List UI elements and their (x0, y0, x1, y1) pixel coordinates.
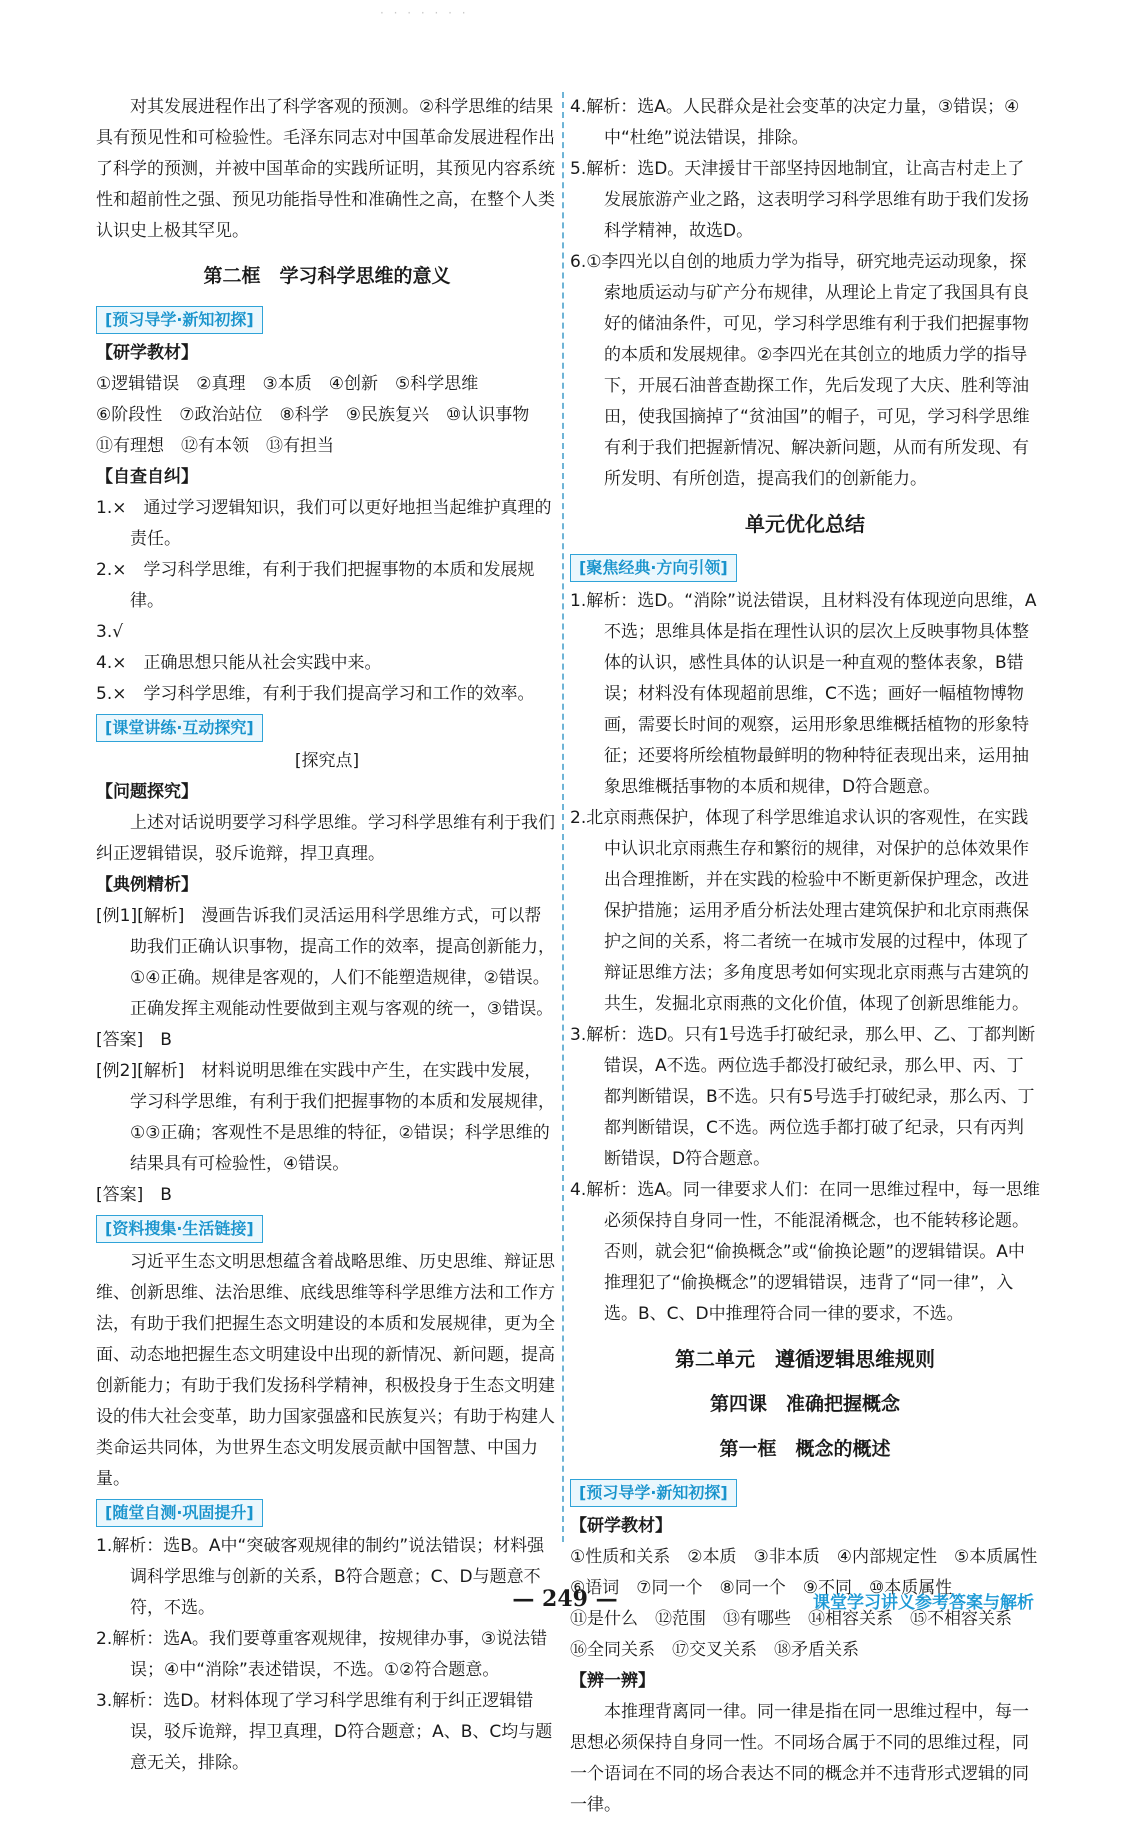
summary-item: 2.北京雨燕保护，体现了科学思维追求认识的客观性，在实践中认识北京雨燕生存和繁衍的规律，对保护的总体效果作出合理推断，并在实践的检验中不断更新保护理念，改进保护措施；运用矛盾分析法处理古建筑保护和北京雨燕保护之间的关系，将二者统一在城市发展的过程中，体现了辩证思维方法；多角度思考如何实现北京雨燕与古建筑的共生，发掘北京雨燕的文化价值，体现了创新思维能力。 (570, 808, 1029, 1014)
answer-item: 4.解析：选A。人民群众是社会变革的决定力量，③错误；④中“杜绝”说法错误，排除。 (570, 97, 1020, 148)
lesson4-title: 第四课 准确把握概念 (709, 1393, 900, 1415)
banner-focus: [聚焦经典·方向引领] (570, 554, 737, 582)
subheading-examples: 【典例精析】 (96, 875, 198, 895)
top-scan-mark: · · · · · · · (380, 6, 469, 20)
textbook-line: ①性质和关系 ②本质 ③非本质 ④内部规定性 ⑤本质属性 ⑥语词 ⑦同一个 ⑧同一个 ⑨不同 ⑩本质属性 (570, 1547, 1055, 1598)
test-item: 3.解析：选D。材料体现了学习科学思维有利于纠正逻辑错误，驳斥诡辩，捍卫真理，D符合题意；A、B、C均与题意无关，排除。 (96, 1691, 553, 1773)
question-text: 上述对话说明要学习科学思维。学习科学思维有利于我们纠正逻辑错误，驳斥诡辩，捍卫真理。 (96, 813, 555, 864)
banner-test: [随堂自测·巩固提升] (96, 1499, 263, 1527)
banner-class: [课堂讲练·互动探究] (96, 714, 263, 742)
section-title: 第二框 学习科学思维的意义 (203, 265, 451, 287)
answer-item: 5.解析：选D。天津援甘干部坚持因地制宜，让高吉村走上了发展旅游产业之路，这表明学习科学思维有助于我们发扬科学精神，故选D。 (570, 159, 1029, 241)
summary-item: 4.解析：选A。同一律要求人们：在同一思维过程中，每一思维必须保持自身同一性，不能混淆概念，也不能转移论题。否则，就会犯“偷换概念”或“偷换论题”的逻辑错误。A中推理犯了“偷换概念”的逻辑错误，违背了“同一律”，入选。B、C、D中推理符合同一律的要求，不选。 (570, 1180, 1040, 1324)
check-item: 3.√ (96, 622, 124, 642)
footer-title: 课堂学习讲义参考答案与解析 (813, 1593, 1034, 1613)
intro-paragraph: 对其发展进程作出了科学客观的预测。②科学思维的结果具有预见性和可检验性。毛泽东同志对中国革命发展进程作出了科学的预测，并被中国革命的实践所证明，其预见内容系统性和超前性之强、预见功能指导性和准确性之高，在整个人类认识史上极其罕见。 (96, 97, 555, 241)
left-column (96, 92, 558, 1779)
example-analysis: [例1][解析] 漫画告诉我们灵活运用科学思维方式，可以帮助我们正确认识事物，提高工作的效率，提高创新能力，①④正确。规律是客观的，人们不能塑造规律，②错误。正确发挥主观能动性要做到主观与客观的统一，③错误。 (96, 906, 555, 1019)
answer-item: 6.①李四光以自创的地质力学为指导，研究地壳运动现象，探索地质运动与矿产分布规律，从理论上肯定了我国具有良好的储油条件，可见，学习科学思维有利于我们把握事物的本质和发展规律。②李四光在其创立的地质力学的指导下，开展石油普查勘探工作，先后发现了大庆、胜利等油田，使我国摘掉了“贫油国”的帽子，可见，学习科学思维有利于我们把握新情况、解决新问题，从而有所发现、有所发明、有所创造，提高我们的创新能力。 (570, 252, 1030, 489)
textbook-line: ⑪有理想 ⑫有本领 ⑬有担当 (96, 436, 334, 456)
check-item: 4.× 正确思想只能从社会实践中来。 (96, 653, 382, 673)
judge-text: 本推理背离同一律。同一律是指在同一思维过程中，每一思想必须保持自身同一性。不同场合属于不同的思维过程，同一个语词在不同的场合表达不同的概念并不违背形式逻辑的同一律。 (570, 1702, 1029, 1815)
textbook-line: ⑪是什么 ⑫范围 ⑬有哪些 ⑭相容关系 ⑮不相容关系 (570, 1609, 1012, 1629)
test-item: 1.解析：选B。A中“突破客观规律的制约”说法错误；材料强调科学思维与创新的关系，B符合题意；C、D与题意不符，不选。 (96, 1536, 545, 1618)
banner-preview: [预习导学·新知初探] (96, 306, 263, 334)
summary-item: 3.解析：选D。只有1号选手打破纪录，那么甲、乙、丁都判断错误，A不选。两位选手都没打破纪录，那么甲、丙、丁都判断错误，B不选。只有5号选手打破纪录，那么丙、丁都判断错误，C不选。两位选手都打破了纪录，只有丙判断错误，D符合题意。 (570, 1025, 1036, 1169)
subheading-selfcheck: 【自查自纠】 (96, 467, 198, 487)
unit2-title: 第二单元 遵循逻辑思维规则 (675, 1347, 935, 1371)
check-item: 5.× 学习科学思维，有利于我们提高学习和工作的效率。 (96, 684, 535, 704)
textbook-line: ⑯全同关系 ⑰交叉关系 ⑱矛盾关系 (570, 1640, 859, 1660)
textbook-line: ⑥阶段性 ⑦政治站位 ⑧科学 ⑨民族复兴 ⑩认识事物 (96, 405, 530, 425)
test-item: 2.解析：选A。我们要尊重客观规律，按规律办事，③说法错误；④中“消除”表述错误，不选。①②符合题意。 (96, 1629, 548, 1680)
textbook-line: ①逻辑错误 ②真理 ③本质 ④创新 ⑤科学思维 (96, 374, 479, 394)
subheading-textbook: 【研学教材】 (96, 343, 198, 363)
example-answer: [答案] B (96, 1185, 172, 1205)
explore-point-label: [探究点] (294, 751, 360, 771)
unit-summary-title: 单元优化总结 (745, 512, 865, 536)
page-number: — 249 — (512, 1586, 618, 1612)
example-analysis: [例2][解析] 材料说明思维在实践中产生，在实践中发展，学习科学思维，有利于我们把握事物的本质和发展规律，①③正确；客观性不是思维的特征，②错误；科学思维的结果具有可检验性，④错误。 (96, 1061, 555, 1174)
right-column (570, 92, 1055, 1821)
column-divider (562, 92, 564, 1542)
summary-item: 1.解析：选D。“消除”说法错误，且材料没有体现逆向思维，A不选；思维具体是指在理性认识的层次上反映事物具体整体的认识，感性具体的认识是一种直观的整体表象，B错误；材料没有体现超前思维，C不选；画好一幅植物博物画，需要长时间的观察，运用形象思维概括植物的形象特征；还要将所绘植物最鲜明的物种特征表现出来，运用抽象思维概括事物的本质和规律，D符合题意。 (570, 591, 1037, 797)
check-item: 1.× 通过学习逻辑知识，我们可以更好地担当起维护真理的责任。 (96, 498, 552, 549)
subheading-question: 【问题探究】 (96, 782, 198, 802)
subheading-judge: 【辨一辨】 (570, 1671, 655, 1691)
subheading-textbook-2: 【研学教材】 (570, 1516, 672, 1536)
banner-material: [资料搜集·生活链接] (96, 1215, 263, 1243)
example-answer: [答案] B (96, 1030, 172, 1050)
material-text: 习近平生态文明思想蕴含着战略思维、历史思维、辩证思维、创新思维、法治思维、底线思维等科学思维方法和工作方法，有助于我们把握生态文明建设的本质和发展规律，更为全面、动态地把握生态文明建设中出现的新情况、新问题，提高创新能力；有助于我们发扬科学精神，积极投身于生态文明建设的伟大社会变革，助力国家强盛和民族复兴；有助于构建人类命运共同体，为世界生态文明发展贡献中国智慧、中国力量。 (96, 1252, 555, 1489)
banner-preview-2: [预习导学·新知初探] (570, 1479, 737, 1507)
frame1-title: 第一框 概念的概述 (719, 1438, 891, 1460)
check-item: 2.× 学习科学思维，有利于我们把握事物的本质和发展规律。 (96, 560, 535, 611)
